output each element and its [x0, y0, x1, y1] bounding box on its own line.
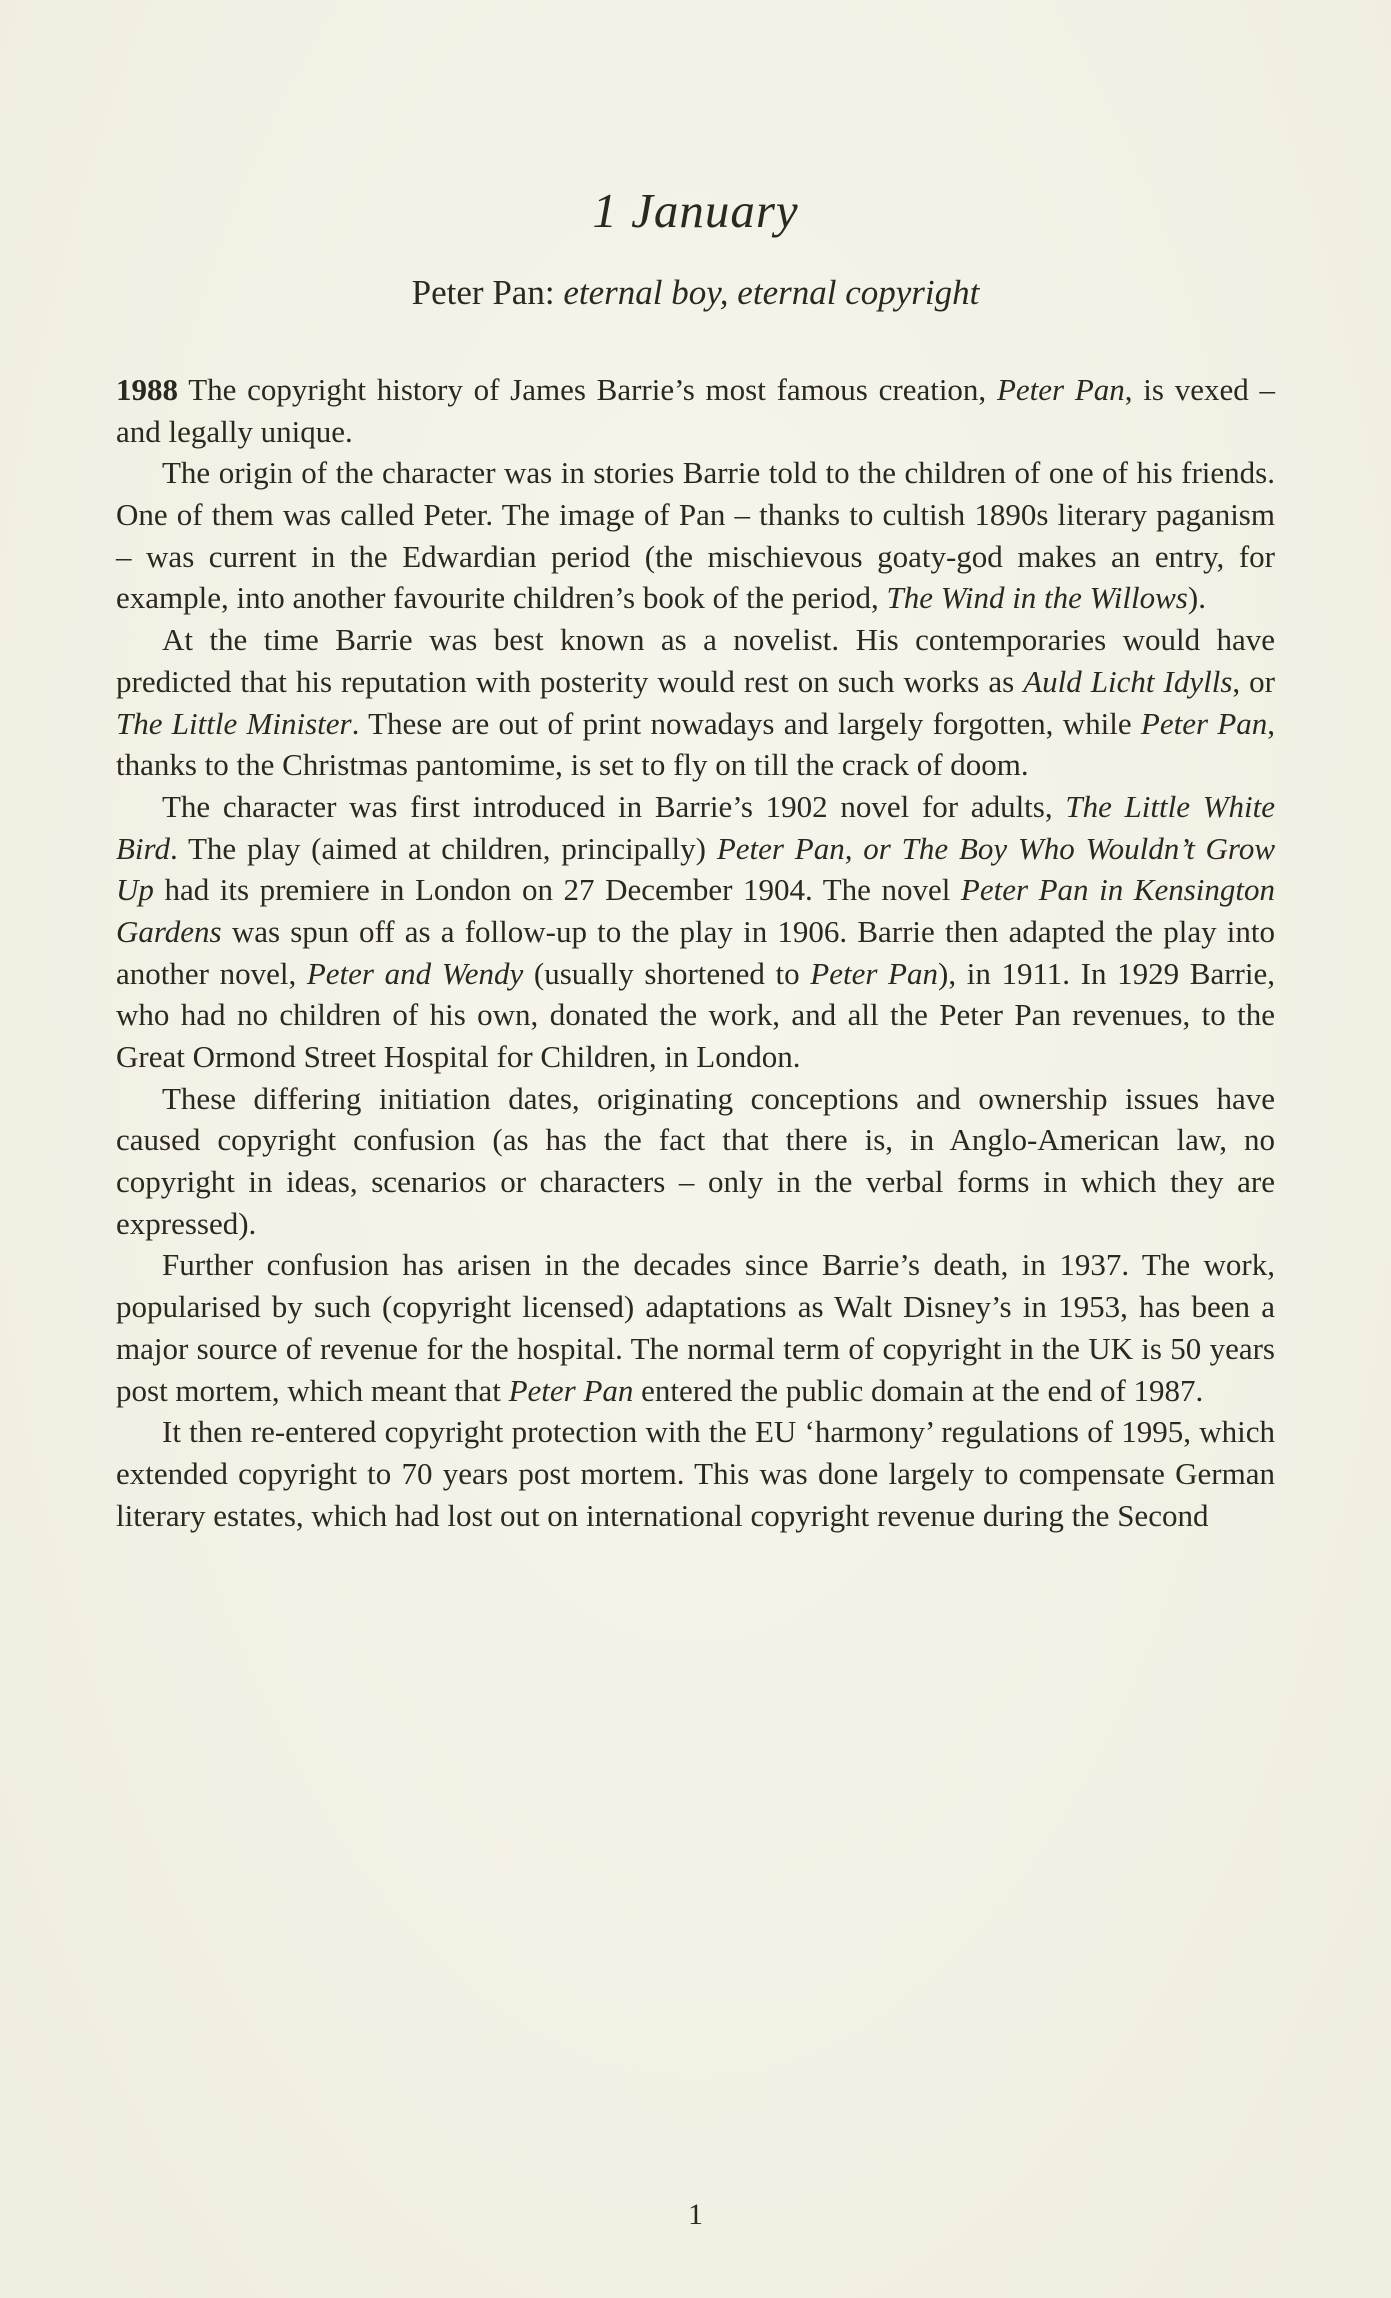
- text-segment-normal: , is vexed – and legally unique.: [116, 372, 1275, 449]
- paragraph: [116, 619, 1275, 786]
- text-segment-normal: , thanks to the Christmas pantomime, is set to fly on till the crack of doom.: [116, 705, 1276, 783]
- text-segment-normal: (usually shortened to: [523, 955, 811, 991]
- text-segment-italic: Auld Licht Idylls: [1023, 663, 1233, 699]
- text-segment-normal: These differing initiation dates, originating conceptions and ownership issues have caused copyright confusion (as has the fact that there is, in Anglo-American law, no copyright in ideas, scenarios or characters – only in the verbal forms in which they are expressed).: [116, 1080, 1275, 1241]
- paragraph: [116, 786, 1275, 1078]
- page-number: 1: [688, 2198, 703, 2231]
- paragraph: [116, 452, 1275, 619]
- text-segment-normal: It then re-entered copyright protection with the EU ‘harmony’ regulations of 1995, which extended copyright to 70 years post mortem. This was done largely to compensate German literary estates, which had lost out on international copyright revenue during the Second: [116, 1414, 1275, 1533]
- text-segment-italic: Peter and Wendy: [306, 955, 524, 991]
- text-segment-italic: Peter Pan: [1140, 705, 1268, 741]
- text-segment-italic: The Little Minister: [116, 705, 352, 741]
- body-text: [116, 369, 1275, 1536]
- text-segment-normal: , or: [1232, 663, 1276, 699]
- text-segment-italic: Peter Pan: [810, 955, 938, 991]
- text-segment-normal: Further confusion has arisen in the decades since Barrie’s death, in 1937. The work, popularised by such (copyright licensed) adaptations as Walt Disney’s in 1953, has been a major source of revenue for the hospital. The normal term of copyright in the UK is 50 years post mortem, which meant that: [116, 1247, 1275, 1408]
- text-segment-italic: The Wind in the Willows: [886, 580, 1188, 616]
- text-segment-normal: had its premiere in London on 27 December 1904. The novel: [153, 872, 961, 908]
- text-segment-normal: Peter Pan: [411, 273, 545, 312]
- chapter-title: 1 January: [592, 183, 799, 238]
- text-segment-italic: The Little White Bird: [116, 788, 1276, 866]
- chapter-subtitle: [116, 273, 1275, 313]
- text-segment-italic: eternal boy, eternal copyright: [563, 273, 980, 312]
- text-segment-normal: ).: [1187, 580, 1206, 616]
- text-segment-bold: 1988: [116, 372, 178, 407]
- text-segment-normal: The copyright history of James Barrie’s most famous creation,: [178, 372, 997, 407]
- text-segment-italic: Peter Pan in Kensington Gardens: [116, 872, 1275, 949]
- paragraph: [116, 1078, 1275, 1245]
- text-segment-normal: The origin of the character was in stories Barrie told to the children of one of his friends. One of them was called Peter. The image of Pan – thanks to cultish 1890s literary paganism – was current in the Edwardian period (the mischievous goaty-god makes an entry, for example, into another favourite children’s book of the period,: [116, 455, 1275, 616]
- text-segment-italic: Peter Pan: [508, 1372, 634, 1408]
- paragraph: [116, 1244, 1275, 1411]
- text-segment-normal: ), in 1911. In 1929 Barrie, who had no children of his own, donated the work, and all the Peter Pan revenues, to the Great Ormond Street Hospital for Children, in London.: [116, 955, 1275, 1074]
- text-segment-italic: Peter Pan, or The Boy Who Wouldn’t Grow Up: [116, 830, 1275, 908]
- text-segment-normal: :: [544, 273, 564, 312]
- text-segment-normal: At the time Barrie was best known as a novelist. His contemporaries would have predicted that his reputation with posterity would rest on such works as: [116, 622, 1275, 699]
- text-segment-normal: entered the public domain at the end of 1987.: [633, 1372, 1204, 1408]
- text-segment-normal: The character was first introduced in Barrie’s 1902 novel for adults,: [162, 788, 1066, 824]
- text-segment-italic: Peter Pan: [996, 372, 1125, 407]
- paragraph: [116, 1411, 1275, 1536]
- text-segment-normal: was spun off as a follow-up to the play in 1906. Barrie then adapted the play into another novel,: [116, 913, 1275, 991]
- text-segment-normal: . These are out of print nowadays and largely forgotten, while: [351, 705, 1141, 741]
- text-segment-normal: . The play (aimed at children, principally): [169, 830, 717, 866]
- paragraph: [116, 369, 1275, 452]
